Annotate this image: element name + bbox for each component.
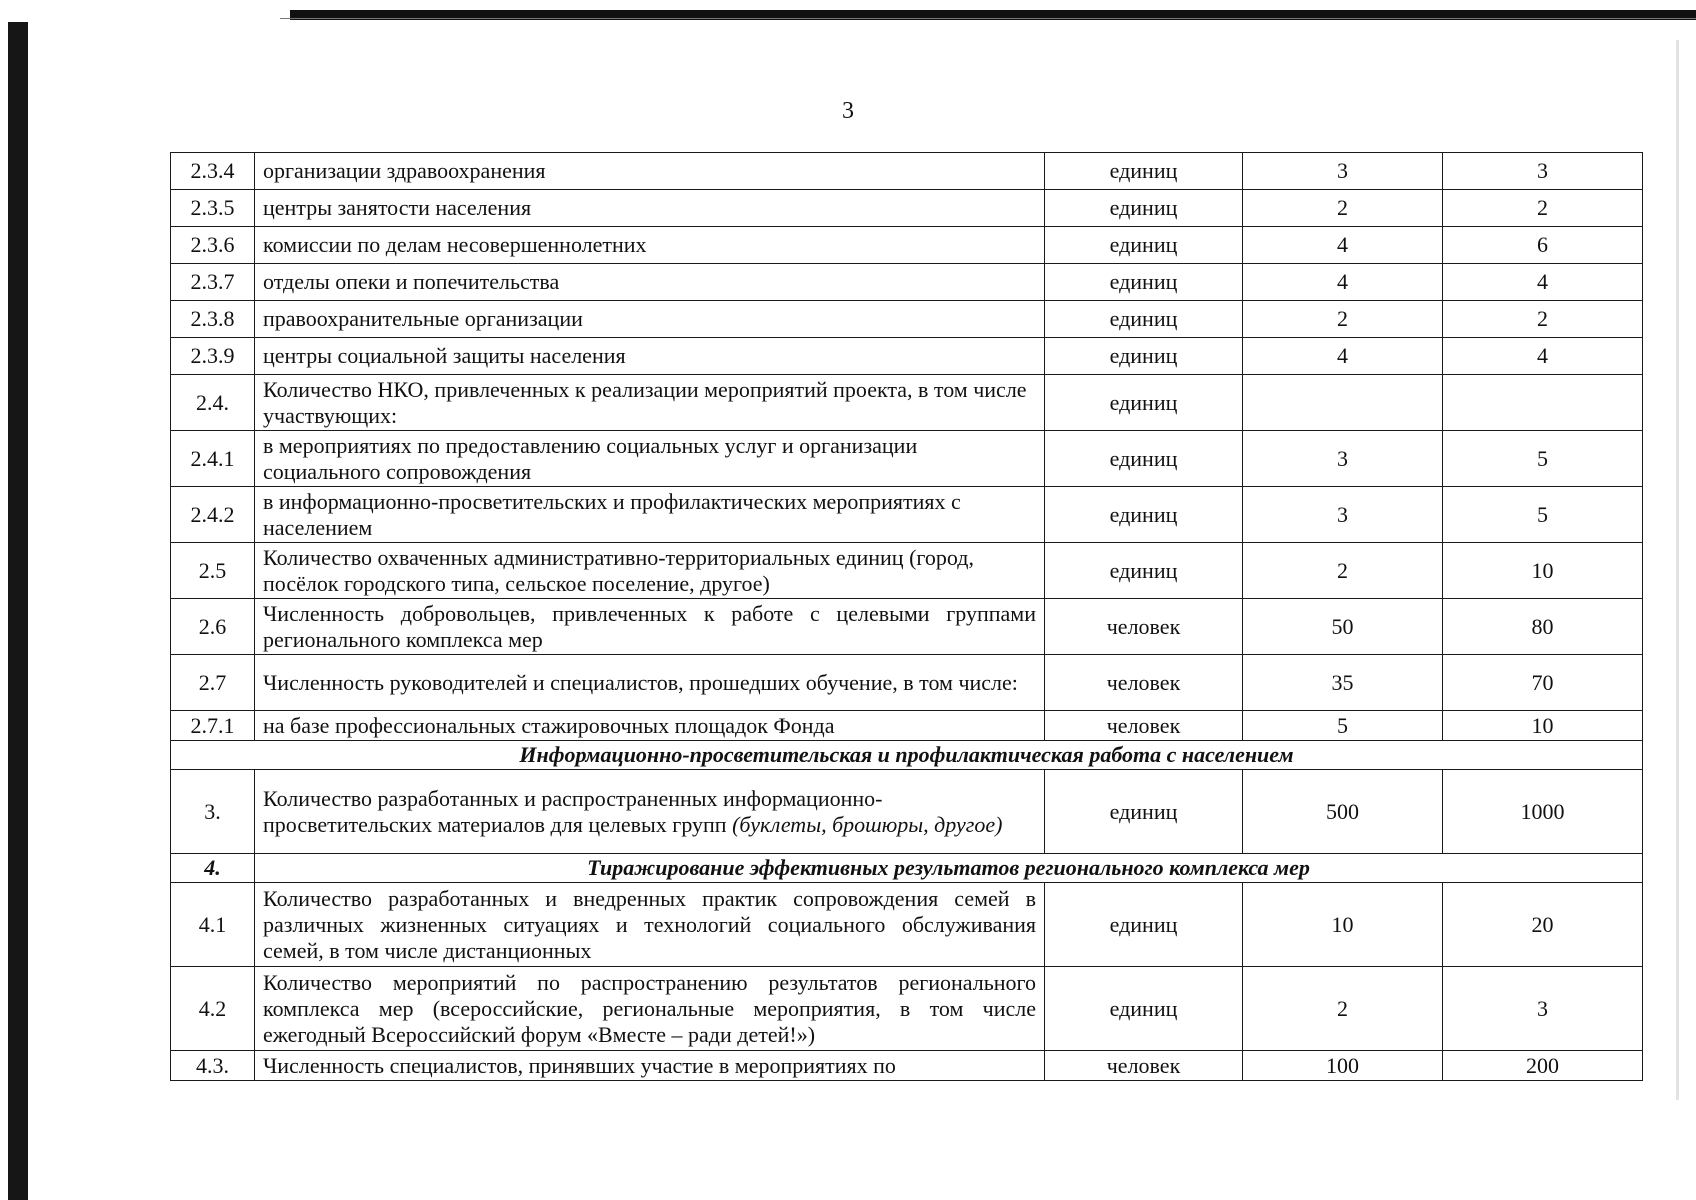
- row-value-1: 3: [1243, 153, 1443, 190]
- row-number: 2.4.1: [171, 431, 255, 487]
- row-unit: единиц: [1045, 431, 1243, 487]
- table-row: [171, 883, 1643, 967]
- row-value-1: 10: [1243, 883, 1443, 967]
- row-unit: единиц: [1045, 375, 1243, 431]
- row-unit: человек: [1045, 1051, 1243, 1081]
- row-value-2: [1443, 375, 1643, 431]
- row-unit: единиц: [1045, 301, 1243, 338]
- row-description-text: Количество разработанных и распространенных информационно-просветительских материалов для целевых групп: [263, 785, 883, 837]
- section-title: Информационно-просветительская и профилактическая работа с населением: [171, 741, 1643, 770]
- row-description: на базе профессиональных стажировочных площадок Фонда: [255, 711, 1045, 741]
- row-value-2: 6: [1443, 227, 1643, 264]
- row-value-2: 2: [1443, 190, 1643, 227]
- row-unit: человек: [1045, 711, 1243, 741]
- scan-edge-right: [1676, 40, 1679, 1100]
- row-number: 2.4.2: [171, 487, 255, 543]
- row-unit: единиц: [1045, 264, 1243, 301]
- row-value-2: 5: [1443, 487, 1643, 543]
- row-number: 4.1: [171, 883, 255, 967]
- row-number: 2.5: [171, 543, 255, 599]
- row-value-2: 4: [1443, 338, 1643, 375]
- row-value-1: 3: [1243, 431, 1443, 487]
- row-number: 4.3.: [171, 1051, 255, 1081]
- row-value-2: 10: [1443, 543, 1643, 599]
- row-number: 2.4.: [171, 375, 255, 431]
- table-row: [171, 301, 1643, 338]
- row-unit: единиц: [1045, 487, 1243, 543]
- row-value-1: [1243, 375, 1443, 431]
- row-description: центры занятости населения: [255, 190, 1045, 227]
- row-number: 2.3.5: [171, 190, 255, 227]
- row-value-1: 2: [1243, 967, 1443, 1051]
- row-unit: единиц: [1045, 227, 1243, 264]
- table-row: [171, 599, 1643, 655]
- row-description: организации здравоохранения: [255, 153, 1045, 190]
- row-number: 2.3.7: [171, 264, 255, 301]
- table-row: [171, 967, 1643, 1051]
- table-row: [171, 543, 1643, 599]
- table-row: [171, 770, 1643, 854]
- row-description-italic: (буклеты, брошюры, другое): [732, 811, 1003, 837]
- row-description: комиссии по делам несовершеннолетних: [255, 227, 1045, 264]
- row-unit: человек: [1045, 655, 1243, 711]
- row-description: в мероприятиях по предоставлению социальных услуг и организации социального сопровождения: [255, 431, 1045, 487]
- page-number: 3: [842, 98, 854, 124]
- table-row: [171, 1051, 1643, 1081]
- table-row: [171, 153, 1643, 190]
- table-row: [171, 431, 1643, 487]
- section-header-row: [171, 854, 1643, 883]
- row-description: Численность специалистов, принявших участие в мероприятиях по: [255, 1051, 1045, 1081]
- row-unit: человек: [1045, 599, 1243, 655]
- row-description: [255, 770, 1045, 854]
- table-row: [171, 264, 1643, 301]
- table-row: [171, 487, 1643, 543]
- row-number: 3.: [171, 770, 255, 854]
- row-unit: единиц: [1045, 883, 1243, 967]
- row-value-1: 4: [1243, 227, 1443, 264]
- row-value-2: 5: [1443, 431, 1643, 487]
- row-number: 2.3.6: [171, 227, 255, 264]
- row-number: 2.6: [171, 599, 255, 655]
- row-unit: единиц: [1045, 190, 1243, 227]
- row-value-1: 3: [1243, 487, 1443, 543]
- row-value-2: 20: [1443, 883, 1643, 967]
- row-value-2: 1000: [1443, 770, 1643, 854]
- row-number: 4.2: [171, 967, 255, 1051]
- row-unit: единиц: [1045, 338, 1243, 375]
- row-description: Численность руководителей и специалистов, прошедших обучение, в том числе:: [255, 655, 1045, 711]
- row-value-2: 3: [1443, 153, 1643, 190]
- row-value-2: 200: [1443, 1051, 1643, 1081]
- row-description: Количество разработанных и внедренных практик сопровождения семей в различных жизненных ситуациях и технологий социального обслуживания семей, в том числе дистанционных: [255, 883, 1045, 967]
- row-value-1: 50: [1243, 599, 1443, 655]
- row-value-1: 2: [1243, 301, 1443, 338]
- row-value-1: 100: [1243, 1051, 1443, 1081]
- table-row: [171, 655, 1643, 711]
- row-description: Численность добровольцев, привлеченных к работе с целевыми группами регионального комплекса мер: [255, 599, 1045, 655]
- row-value-1: 4: [1243, 264, 1443, 301]
- row-value-1: 35: [1243, 655, 1443, 711]
- row-number: 2.3.9: [171, 338, 255, 375]
- table-row: [171, 227, 1643, 264]
- row-value-2: 80: [1443, 599, 1643, 655]
- row-value-1: 5: [1243, 711, 1443, 741]
- section-title: Тиражирование эффективных результатов регионального комплекса мер: [255, 854, 1643, 883]
- row-value-2: 2: [1443, 301, 1643, 338]
- row-value-2: 10: [1443, 711, 1643, 741]
- scan-edge-left: [8, 22, 28, 1200]
- indicators-table: [170, 152, 1643, 1081]
- row-number: 2.3.8: [171, 301, 255, 338]
- row-number: 2.7.1: [171, 711, 255, 741]
- row-description: центры социальной защиты населения: [255, 338, 1045, 375]
- row-unit: единиц: [1045, 543, 1243, 599]
- row-value-1: 4: [1243, 338, 1443, 375]
- row-value-1: 500: [1243, 770, 1443, 854]
- section-header-row: [171, 741, 1643, 770]
- row-description: правоохранительные организации: [255, 301, 1045, 338]
- row-unit: единиц: [1045, 967, 1243, 1051]
- row-value-2: 3: [1443, 967, 1643, 1051]
- table-row: [171, 338, 1643, 375]
- row-value-1: 2: [1243, 190, 1443, 227]
- row-unit: единиц: [1045, 770, 1243, 854]
- row-description: Количество НКО, привлеченных к реализации мероприятий проекта, в том числе участвующих:: [255, 375, 1045, 431]
- table-row: [171, 190, 1643, 227]
- section-number: 4.: [171, 854, 255, 883]
- row-value-2: 4: [1443, 264, 1643, 301]
- row-description: Количество охваченных административно-территориальных единиц (город, посёлок городского типа, сельское поселение, другое): [255, 543, 1045, 599]
- row-description: отделы опеки и попечительства: [255, 264, 1045, 301]
- table-row: [171, 375, 1643, 431]
- table-row: [171, 711, 1643, 741]
- row-number: 2.7: [171, 655, 255, 711]
- row-unit: единиц: [1045, 153, 1243, 190]
- row-number: 2.3.4: [171, 153, 255, 190]
- row-description: в информационно-просветительских и профилактических мероприятиях с населением: [255, 487, 1045, 543]
- scan-edge-top-line: [280, 18, 1696, 19]
- row-value-1: 2: [1243, 543, 1443, 599]
- row-value-2: 70: [1443, 655, 1643, 711]
- row-description: Количество мероприятий по распространению результатов регионального комплекса мер (всероссийские, региональные мероприятия, в том числе ежегодный Всероссийский форум «Вместе – ради детей!»): [255, 967, 1045, 1051]
